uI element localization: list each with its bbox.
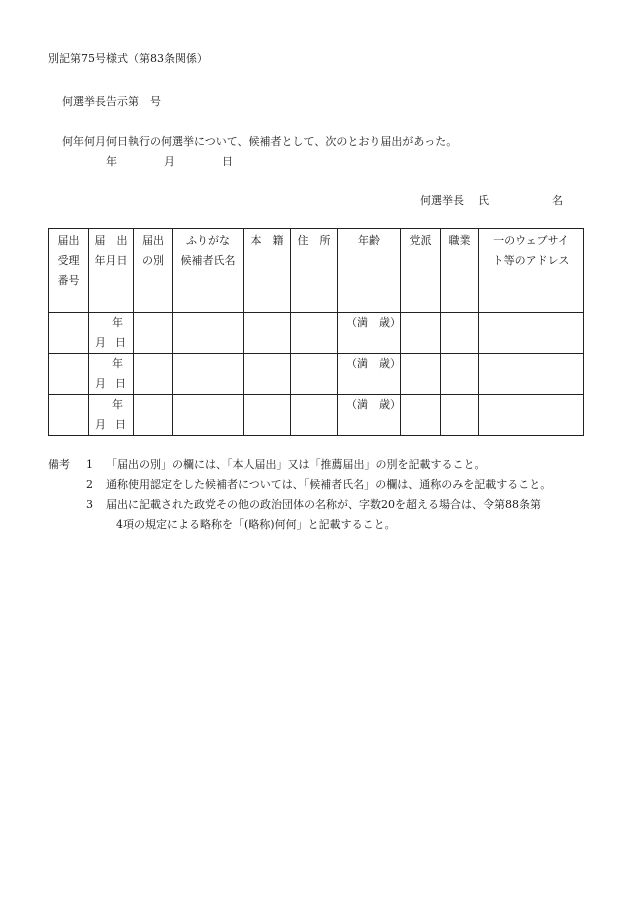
table-cell	[173, 354, 244, 395]
table-cell	[479, 395, 584, 436]
filing-month-day	[89, 333, 133, 353]
column-header-line: 年月日	[94, 254, 128, 267]
column-header	[401, 229, 441, 313]
column-header-line: 候補者氏名	[180, 254, 236, 267]
column-header-line: 年齢	[358, 234, 380, 247]
column-header	[479, 229, 584, 313]
table-cell	[401, 395, 441, 436]
table-cell	[244, 313, 291, 354]
date-line	[106, 153, 233, 169]
column-header-line: 受理	[57, 254, 80, 267]
column-header	[291, 229, 338, 313]
table-cell	[49, 354, 89, 395]
column-header-line: ふりがな	[186, 234, 230, 247]
notice-line: 何選挙長告示第 号	[62, 95, 161, 108]
table-header-row	[49, 229, 584, 313]
remarks-section	[48, 455, 588, 535]
table-body	[49, 313, 584, 436]
signature-line	[420, 192, 563, 208]
table-cell	[134, 313, 173, 354]
remark-continuation: 4項の規定による略称を「(略称)何何」と記載すること。	[116, 518, 396, 531]
table-row	[49, 313, 584, 354]
table-cell	[244, 395, 291, 436]
form-title: 別記第75号様式（第83条関係）	[48, 52, 208, 65]
table-cell	[291, 354, 338, 395]
filing-day: 日	[115, 336, 126, 349]
remark-number: 1	[86, 458, 93, 471]
column-header-line: ト等のアドレス	[492, 254, 570, 267]
remark-number: 3	[86, 498, 93, 511]
date-year: 年	[106, 155, 117, 168]
age-cell: （満 歳）	[338, 354, 401, 395]
filing-month-day	[89, 415, 133, 435]
remark-text: 通称使用認定をした候補者については、「候補者氏名」の欄は、通称のみを記載すること。	[106, 478, 552, 491]
table-cell	[173, 313, 244, 354]
date-month: 月	[164, 155, 175, 168]
table-cell	[441, 395, 479, 436]
table-cell	[134, 395, 173, 436]
signature-title: 何選挙長	[420, 194, 464, 207]
column-header	[441, 229, 479, 313]
column-header-line: 届出	[57, 234, 80, 247]
column-header	[89, 229, 134, 313]
signature-name-right: 名	[552, 194, 563, 207]
filing-month: 月	[95, 336, 106, 349]
table-row	[49, 354, 584, 395]
filing-day: 日	[115, 418, 126, 431]
table-cell	[49, 395, 89, 436]
remark-text: 「届出の別」の欄には、「本人届出」又は「推薦届出」の別を記載すること。	[106, 458, 486, 471]
table-cell	[401, 354, 441, 395]
table-cell	[244, 354, 291, 395]
filing-month: 月	[95, 377, 106, 390]
candidate-table	[48, 228, 584, 436]
signature-name-left: 氏	[478, 194, 489, 207]
table-cell	[49, 313, 89, 354]
column-header-line: 党派	[409, 234, 432, 247]
table-cell	[401, 313, 441, 354]
table-cell	[134, 354, 173, 395]
table-cell	[173, 395, 244, 436]
filing-month: 月	[95, 418, 106, 431]
filing-day: 日	[115, 377, 126, 390]
column-header-line: 届出	[142, 234, 164, 247]
remarks-label: 備考	[48, 458, 70, 471]
remark-item-2	[48, 475, 588, 495]
column-header	[173, 229, 244, 313]
remark-item-3	[48, 495, 588, 515]
column-header-line: 本 籍	[250, 234, 284, 247]
column-header-line: の別	[142, 254, 164, 267]
column-header-line: 番号	[57, 274, 80, 287]
table-row	[49, 395, 584, 436]
table-cell	[441, 354, 479, 395]
filing-date-cell	[89, 354, 134, 395]
table-cell	[291, 313, 338, 354]
column-header-line: 住 所	[297, 234, 331, 247]
column-header-line: 届 出	[94, 234, 128, 247]
column-header	[49, 229, 89, 313]
remark-number: 2	[86, 478, 93, 491]
remark-item-1	[48, 455, 588, 475]
filing-year: 年	[112, 398, 123, 411]
filing-month-day	[89, 374, 133, 394]
filing-year: 年	[112, 316, 123, 329]
column-header-line: 一のウェブサイ	[493, 234, 569, 247]
filing-year: 年	[112, 357, 123, 370]
column-header	[338, 229, 401, 313]
date-day: 日	[222, 155, 233, 168]
column-header-line: 職業	[448, 234, 471, 247]
column-header	[244, 229, 291, 313]
filing-date-cell	[89, 313, 134, 354]
age-cell: （満 歳）	[338, 313, 401, 354]
table-cell	[479, 313, 584, 354]
column-header	[134, 229, 173, 313]
table-cell	[291, 395, 338, 436]
filing-date-cell	[89, 395, 134, 436]
table-cell	[479, 354, 584, 395]
table-cell	[441, 313, 479, 354]
remark-text: 届出に記載された政党その他の政治団体の名称が、字数20を超える場合は、令第88条第	[106, 498, 541, 511]
age-cell: （満 歳）	[338, 395, 401, 436]
body-sentence: 何年何月何日執行の何選挙について、候補者として、次のとおり届出があった。	[62, 135, 458, 148]
